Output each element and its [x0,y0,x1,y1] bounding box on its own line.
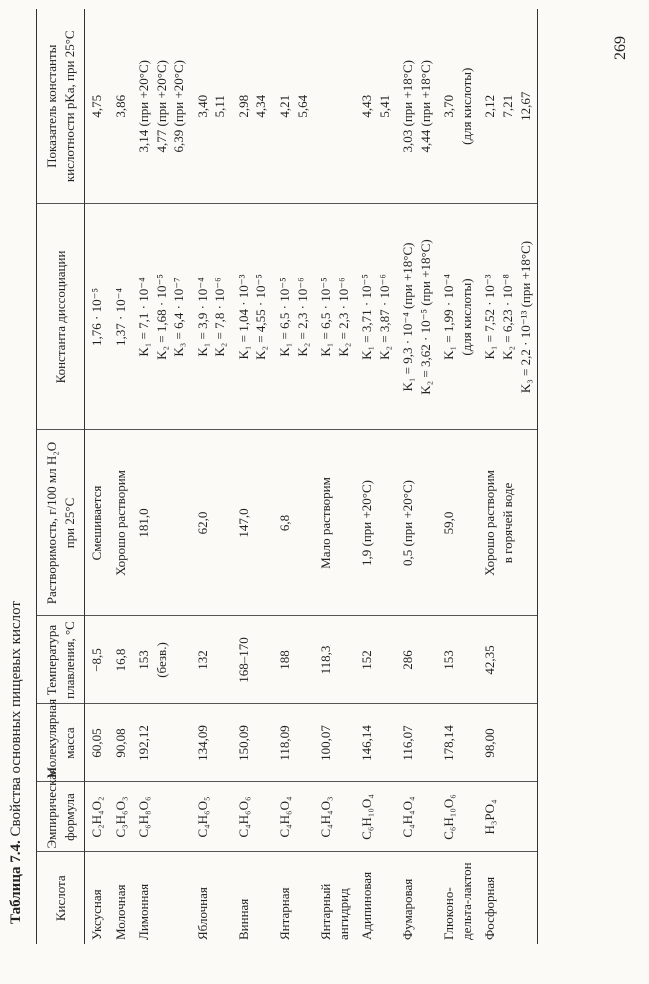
cell-solubility [437,430,478,616]
solubility-line: 181,0 [136,508,152,538]
melting-line: 152 [359,650,375,670]
formula-line: C₆H₈O₆ [136,796,152,838]
table-row [191,9,232,944]
cell-pka [132,9,191,204]
acid-line: Лимонная [136,883,152,940]
cell-formula [132,782,191,852]
cell-acid [314,852,355,944]
table-row [396,9,437,944]
dissociation-line: K₂ = 4,55 · 10⁻⁵ [253,274,269,360]
cell-formula [273,782,314,852]
cell-mass [437,704,478,782]
formula-line: C₂H₄O₂ [89,796,105,838]
table-row [478,9,537,944]
cell-dissociation [355,204,396,430]
cell-mass [232,704,273,782]
dissociation-line: K₁ = 3,9 · 10⁻⁴ [194,277,210,357]
melting-line: (безв.) [153,642,169,678]
cell-dissociation [314,204,355,430]
mass-line: 134,09 [194,725,210,761]
cell-melting [437,616,478,704]
acid-line: Винная [235,898,251,940]
dissociation-line: K₁ = 7,1 · 10⁻⁴ [136,277,152,357]
cell-formula [109,782,133,852]
mass-line: 178,14 [441,725,457,761]
pka-line: 12,67 [517,91,533,121]
cell-formula [85,782,109,852]
cell-acid [85,852,109,944]
dissociation-line: 1,37 · 10⁻⁴ [112,288,128,346]
solubility-line: 0,5 (при +20°С) [400,479,416,567]
pka-line: 6,39 (при +20°С) [171,59,187,153]
cell-acid [191,852,232,944]
cell-formula [437,782,478,852]
melting-line: 118,3 [318,645,334,675]
cell-solubility [232,430,273,616]
acid-line: Адипиновая [359,871,375,940]
dissociation-line: K₂ = 3,62 · 10⁻⁵ (при +18°С) [417,239,433,395]
cell-pka [85,9,109,204]
col-header-formula: Эмпирическая формула [37,782,85,852]
cell-pka [273,9,314,204]
solubility-line: 1,9 (при +20°С) [359,479,375,567]
melting-line: 188 [277,650,293,670]
cell-solubility [314,430,355,616]
table-row [109,9,133,944]
table-row [314,9,355,944]
cell-melting [396,616,437,704]
cell-dissociation [478,204,537,430]
cell-mass [109,704,133,782]
acids-table [36,9,538,944]
cell-acid [232,852,273,944]
formula-line: C₄H₆O₅ [194,796,210,838]
table-row [232,9,273,944]
cell-pka [437,9,478,204]
pka-line: 3,03 (при +18°С) [400,59,416,153]
cell-melting [85,616,109,704]
acid-line: Уксусная [89,889,105,940]
cell-pka [355,9,396,204]
cell-pka [109,9,133,204]
dissociation-line: K₁ = 3,71 · 10⁻⁵ [359,274,375,360]
cell-solubility [355,430,396,616]
cell-mass [396,704,437,782]
formula-line: C₆H₁₀O₆ [441,794,457,840]
melting-line: −8,5 [89,648,105,672]
cell-acid [132,852,191,944]
cell-mass [314,704,355,782]
cell-melting [109,616,133,704]
table-row [85,9,109,944]
cell-pka [191,9,232,204]
cell-pka [396,9,437,204]
formula-line: C₄H₆O₆ [235,796,251,838]
pka-line: 3,70 [441,94,457,118]
cell-formula [314,782,355,852]
dissociation-line: K₃ = 2,2 · 10⁻¹³ (при +18°С) [517,240,533,394]
cell-formula [478,782,537,852]
cell-dissociation [109,204,133,430]
cell-acid [437,852,478,944]
acid-line: Янтарный [318,883,334,940]
cell-solubility [396,430,437,616]
solubility-line: в горячей воде [500,482,516,564]
dissociation-line: K₁ = 7,52 · 10⁻³ [482,274,498,360]
acid-line: ангидрид [335,888,351,940]
formula-line: H₃PO₄ [482,799,498,835]
dissociation-line: K₂ = 7,8 · 10⁻⁶ [212,277,228,357]
pka-line: 2,12 [482,94,498,118]
pka-line: 5,64 [294,94,310,118]
cell-mass [132,704,191,782]
solubility-line: Хорошо растворим [482,470,498,576]
pka-line: 3,86 [112,94,128,118]
dissociation-line: K₁ = 6,5 · 10⁻⁵ [277,277,293,357]
table-row [273,9,314,944]
dissociation-line: (для кислоты) [458,278,474,356]
cell-solubility [85,430,109,616]
acid-line: Фумаровая [400,878,416,940]
cell-solubility [478,430,537,616]
cell-pka [232,9,273,204]
mass-line: 100,07 [318,725,334,761]
pka-line: 7,21 [500,94,516,118]
cell-dissociation [191,204,232,430]
dissociation-line: K₂ = 2,3 · 10⁻⁶ [335,277,351,357]
formula-line: C₄H₆O₄ [277,796,293,838]
cell-acid [396,852,437,944]
cell-melting [132,616,191,704]
cell-acid [273,852,314,944]
acid-line: дельта-лактон [458,862,474,940]
melting-line: 153 [136,650,152,670]
formula-line: C₃H₆O₃ [112,796,128,838]
mass-line: 192,12 [136,725,152,761]
cell-melting [273,616,314,704]
pka-line: 5,41 [376,94,392,118]
table-row [437,9,478,944]
acid-line: Яблочная [194,887,210,940]
solubility-line: Мало растворим [318,477,334,569]
acid-line: Фосфорная [482,876,498,940]
col-header-mass: Молекулярная масса [37,704,85,782]
cell-melting [191,616,232,704]
cell-formula [191,782,232,852]
dissociation-line: K₁ = 1,04 · 10⁻³ [235,274,251,360]
dissociation-line: K₁ = 1,99 · 10⁻⁴ [441,274,457,360]
pka-line: 4,43 [359,94,375,118]
cell-dissociation [396,204,437,430]
dissociation-line: K₁ = 6,5 · 10⁻⁵ [318,277,334,357]
pka-line: 4,77 (при +20°С) [153,59,169,153]
cell-mass [273,704,314,782]
table-header [37,9,85,944]
cell-dissociation [232,204,273,430]
mass-line: 150,09 [235,725,251,761]
acid-line: Янтарная [277,887,293,940]
melting-line: 132 [194,650,210,670]
mass-line: 90,08 [112,728,128,758]
table-title: Свойства основных пищевых кислот [8,601,24,837]
cell-solubility [273,430,314,616]
mass-line: 118,09 [277,725,293,761]
table-row [132,9,191,944]
cell-pka [314,9,355,204]
table-caption [8,601,25,924]
cell-mass [478,704,537,782]
pka-line: 4,21 [277,94,293,118]
formula-line: C₆H₁₀O₄ [359,794,375,840]
dissociation-line: K₂ = 1,68 · 10⁻⁵ [153,274,169,360]
cell-dissociation [437,204,478,430]
cell-melting [478,616,537,704]
solubility-line: Смешивается [89,485,105,561]
page-number: 269 [612,36,629,60]
cell-dissociation [273,204,314,430]
cell-acid [355,852,396,944]
solubility-line: 147,0 [235,508,251,538]
dissociation-line: K₂ = 2,3 · 10⁻⁶ [294,277,310,357]
cell-acid [478,852,537,944]
melting-line: 16,8 [112,648,128,672]
cell-mass [85,704,109,782]
cell-formula [232,782,273,852]
solubility-line: 62,0 [194,511,210,535]
cell-solubility [132,430,191,616]
cell-mass [355,704,396,782]
pka-line: 3,40 [194,94,210,118]
cell-dissociation [85,204,109,430]
dissociation-line: K₁ = 9,3 · 10⁻⁴ (при +18°С) [400,242,416,392]
pka-line: 2,98 [235,94,251,118]
formula-line: C₄H₄O₃ [318,796,334,838]
melting-line: 286 [400,650,416,670]
cell-formula [396,782,437,852]
dissociation-line: K₃ = 6,4 · 10⁻⁷ [171,277,187,357]
pka-line: (для кислоты) [458,67,474,145]
pka-line: 4,34 [253,94,269,118]
melting-line: 168–170 [235,637,251,683]
cell-dissociation [132,204,191,430]
col-header-dissociation: Константа диссоциации [37,204,85,430]
acid-line: Глюконо- [441,887,457,940]
pka-line: 5,11 [212,95,228,118]
cell-acid [109,852,133,944]
cell-pka [478,9,537,204]
melting-line: 153 [441,650,457,670]
acid-line: Молочная [112,884,128,940]
mass-line: 146,14 [359,725,375,761]
cell-formula [355,782,396,852]
table-row [355,9,396,944]
pka-line: 4,75 [89,94,105,118]
cell-solubility [109,430,133,616]
mass-line: 98,00 [482,728,498,758]
dissociation-line: K₂ = 3,87 · 10⁻⁶ [376,274,392,360]
col-header-pka: Показатель константы кислотности pKa, при 25°С [37,9,85,204]
melting-line: 42,35 [482,645,498,675]
mass-line: 60,05 [89,728,105,758]
cell-melting [355,616,396,704]
cell-solubility [191,430,232,616]
col-header-acid: Кислота [37,852,85,944]
pka-line: 3,14 (при +20°С) [136,59,152,153]
pka-line: 4,44 (при +18°С) [417,59,433,153]
cell-mass [191,704,232,782]
table-body [85,9,538,944]
formula-line: C₄H₄O₄ [400,796,416,838]
dissociation-line: K₂ = 6,23 · 10⁻⁸ [500,274,516,360]
solubility-line: 6,8 [277,514,293,532]
solubility-line: Хорошо растворим [112,470,128,576]
dissociation-line: 1,76 · 10⁻⁵ [89,288,105,346]
cell-melting [232,616,273,704]
mass-line: 116,07 [400,725,416,761]
solubility-line: 59,0 [441,511,457,535]
cell-melting [314,616,355,704]
col-header-melting: Температура плавления, °С [37,616,85,704]
table-number: Таблица 7.4. [8,840,24,924]
col-header-solubility: Растворимость, г/100 мл H₂O при 25°С [37,430,85,616]
